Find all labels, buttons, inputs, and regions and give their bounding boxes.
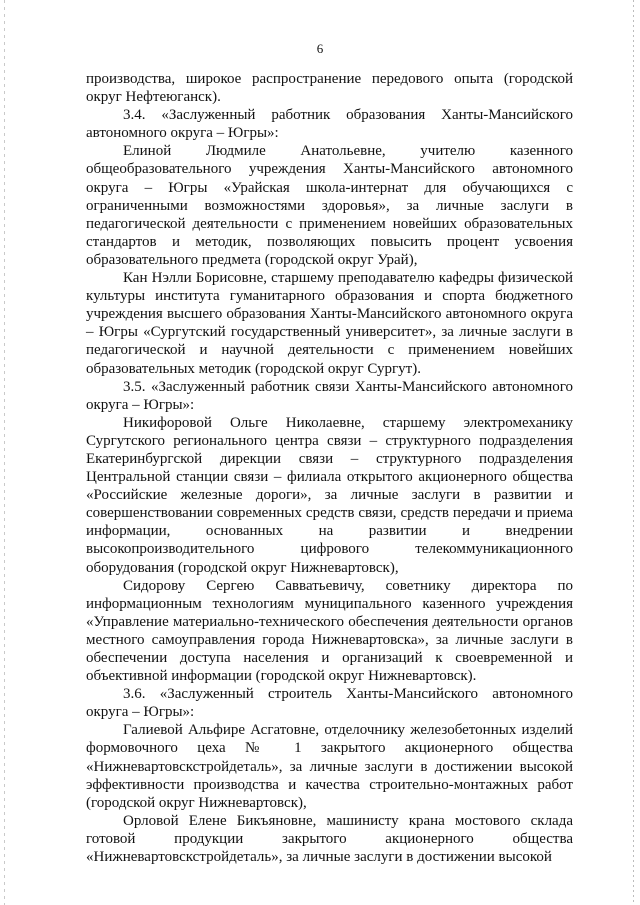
paragraph-continuation: производства, широкое распространение передового опыта (городской округ Нефтеюганск). (86, 71, 573, 106)
award-entry-orlova: Орловой Елене Бикъяновне, машинисту крана мостового склада готовой продукции закрытого акционерного общества «Нижневартовскстройдеталь», за личные заслуги в достижении высокой (86, 812, 573, 866)
page-number: 6 (316, 41, 324, 56)
section-3-4-heading: 3.4. «Заслуженный работник образования Ханты-Мансийского автономного округа – Югры»: (86, 107, 573, 142)
section-3-5-heading: 3.5. «Заслуженный работник связи Ханты-Мансийского автономного округа – Югры»: (86, 378, 573, 413)
award-entry-elina: Елиной Людмиле Анатольевне, учителю казенного общеобразовательного учреждения Ханты-Мансийского автономного округа – Югры «Урайская школа-интернат для обучающихся с ограниченными возможностями здоровья», за личные заслуги в педагогической деятельности с применением новейших образовательных стандартов и методик, позволяющих повысить процент усвоения образовательного предмета (городской округ Урай), (86, 143, 573, 268)
section-3-6-heading: 3.6. «Заслуженный строитель Ханты-Мансийского автономного округа – Югры»: (86, 686, 573, 721)
document-body (86, 70, 573, 866)
award-entry-nikiforova: Никифоровой Ольге Николаевне, старшему электромеханику Сургутского регионального центра связи – структурного подразделения Екатеринбургской дирекции связи – структурного подразделения Центральной станции связи – филиала открытого акционерного общества «Российские железные дороги», за личные заслуги в развитии и совершенствовании современных средств связи, средств передачи и приема информации, основанных на развитии и внедрении высокопроизводительного цифрового телекоммуникационного оборудования (городской округ Нижневартовск), (86, 414, 573, 576)
award-entry-galieva: Галиевой Альфире Асгатовне, отделочнику железобетонных изделий формовочного цеха № 1 закрытого акционерного общества «Нижневартовскстройдеталь», за личные заслуги в достижении высокой эффективности производства и качества строительно-монтажных работ (городской округ Нижневартовск), (86, 722, 573, 811)
scan-edge-right (633, 0, 634, 905)
award-entry-kan: Кан Нэлли Борисовне, старшему преподавателю кафедры физической культуры института гуманитарного образования и спорта бюджетного учреждения высшего образования Ханты-Мансийского автономного округа – Югры «Сургутский государственный университет», за личные заслуги в педагогической и научной деятельности с применением новейших образовательных методик (городской округ Сургут). (86, 270, 573, 377)
award-entry-sidorov: Сидорову Сергею Савватьевичу, советнику директора по информационным технологиям муниципального казенного учреждения «Управление материально-технического обеспечения деятельности органов местного самоуправления города Нижневартовска», за личные заслуги в обеспечении доступа населения и организаций к своевременной и объективной информации (городской округ Нижневартовск). (86, 577, 573, 685)
scan-edge-left (4, 0, 5, 905)
